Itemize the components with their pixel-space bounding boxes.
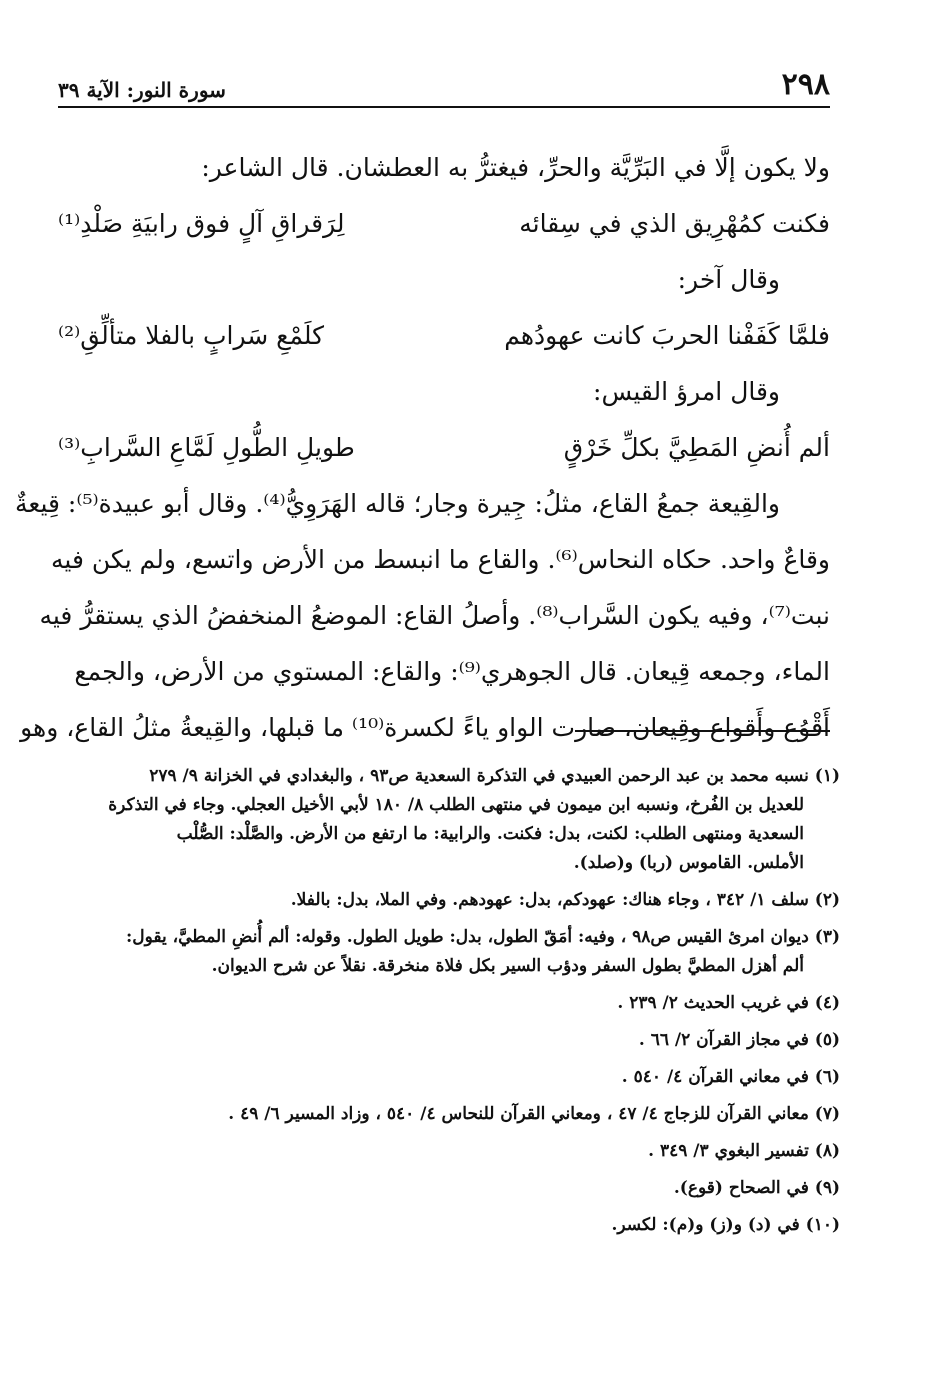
prose-line: والقِيعة جمعُ القاع، مثلُ: جِيرة وجار؛ قاله الهَرَوِيُّ⁽⁴⁾. وقال أبو عبيدة⁽⁵⁾: قِيعةٌ <box>15 489 780 518</box>
page-header <box>58 62 830 102</box>
footnote-4 <box>58 989 840 1018</box>
footnote-line: (٧) معاني القرآن للزجاج ٤/ ٤٧ ، ومعاني القرآن للنحاس ٤/ ٥٤٠ ، وزاد المسير ٦/ ٤٩ . <box>228 1104 840 1124</box>
intro-line-3: وقال امرؤ القيس: <box>593 377 780 406</box>
prose-line: أَقْوُع وأَقواع وقِيعان، صارت الواو ياءً لكسرة⁽¹⁰⁾ ما قبلها، والقِيعةُ مثلُ القاع، وهو <box>20 713 830 742</box>
prose-paragraph <box>15 476 830 756</box>
verse-2 <box>58 308 830 364</box>
footnote-line: للعديل بن الفُرخ، ونسبه ابن ميمون في منتهى الطلب ٨/ ١٨٠ لأبي الأخيل العجلي. وجاء في التذكرة <box>108 795 804 815</box>
footnote-6 <box>58 1063 840 1092</box>
intro-line: ولا يكون إلَّا في البَرِّيَّة والحرِّ، فيغترُّ به العطشان. قال الشاعر: <box>201 153 830 182</box>
footnotes <box>58 762 840 1248</box>
footnote-1 <box>58 762 840 878</box>
prose-line: الماء، وجمعه قِيعان. قال الجوهري⁽⁹⁾: والقاع: المستوي من الأرض، والجمع <box>74 657 830 686</box>
footnote-7 <box>58 1100 840 1129</box>
footnote-line: (٨) تفسير البغوي ٣/ ٣٤٩ . <box>648 1141 840 1161</box>
footnote-2 <box>58 886 840 915</box>
footnote-10 <box>58 1211 840 1240</box>
verse-3-first-hemistich: ألم أُنضِ المَطِيَّ بكلِّ خَرْقٍ <box>563 433 830 462</box>
footnote-line: ألم أهزل المطيَّ بطول السفر ودؤب السير بكل فلاة منخرقة. نقلاً عن شرح الديوان. <box>211 956 804 976</box>
main-text <box>15 140 830 756</box>
footnote-8 <box>58 1137 840 1166</box>
verse-1-first-hemistich: فكنت كمُهْرِيق الذي في سِقائه <box>519 209 830 238</box>
verse-3 <box>58 420 830 476</box>
footnote-line: (٩) في الصحاح (قوع). <box>673 1178 840 1198</box>
verse-2-second-hemistich: كلَمْعِ سَرابٍ بالفلا متألِّقِ⁽²⁾ <box>58 321 325 350</box>
footnote-5 <box>58 1026 840 1055</box>
footnote-3 <box>58 923 840 981</box>
verse-1-second-hemistich: لِرَقراقِ آلٍ فوق رابيَةِ صَلْدِ⁽¹⁾ <box>58 209 345 238</box>
running-title: سورة النور: الآية ٣٩ <box>58 78 226 102</box>
header-rule <box>58 106 830 108</box>
footnote-line: (٤) في غريب الحديث ٢/ ٢٣٩ . <box>617 993 840 1013</box>
footnote-9 <box>58 1174 840 1203</box>
footnote-line: (٦) في معاني القرآن ٤/ ٥٤٠ . <box>621 1067 840 1087</box>
footnote-line: (١) نسبه محمد بن عبد الرحمن العبيدي في التذكرة السعدية ص٩٣ ، والبغدادي في الخزانة ٩/ ٢٧٩ <box>149 766 840 786</box>
footnote-line: (٣) ديوان امرئ القيس ص٩٨ ، وفيه: أمَقّ الطول، بدل: طويل الطول. وقوله: ألم أُنضِ المطيَّ، يقول: <box>125 927 840 947</box>
footnote-line: (١٠) في (د) و(ز) و(م): لكسر. <box>611 1215 840 1235</box>
footnote-line: (٥) في مجاز القرآن ٢/ ٦٦ . <box>638 1030 840 1050</box>
intro-line-2: وقال آخر: <box>677 265 780 294</box>
page-number: ٢٩٨ <box>781 67 830 102</box>
prose-line: نبت⁽⁷⁾، وفيه يكون السَّراب⁽⁸⁾. وأصلُ القاع: الموضعُ المنخفضُ الذي يستقرُّ فيه <box>39 601 830 630</box>
verse-3-second-hemistich: طويلِ الطُّولِ لَمَّاعِ السَّرابِ⁽³⁾ <box>58 433 355 462</box>
prose-line: وقاعٌ واحد. حكاه النحاس⁽⁶⁾. والقاع ما انبسط من الأرض واتسع، ولم يكن فيه <box>51 545 830 574</box>
verse-2-first-hemistich: فلمَّا كَفَفْنا الحربَ كانت عهودُهم <box>504 321 830 350</box>
footnote-line: (٢) سلف ١/ ٣٤٢ ، وجاء هناك: عهودكم، بدل: عهودهم. وفي الملا، بدل: بالفلا. <box>290 890 840 910</box>
verse-1 <box>58 196 830 252</box>
footnote-separator <box>575 730 830 732</box>
footnote-line: الأملس. القاموس (ربا) و(صلد). <box>573 853 804 873</box>
footnote-line: السعدية ومنتهى الطلب: لكنت، بدل: فكنت. والرابية: ما ارتفع من الأرض. والصَّلْد: الصُّلْب <box>176 824 804 844</box>
